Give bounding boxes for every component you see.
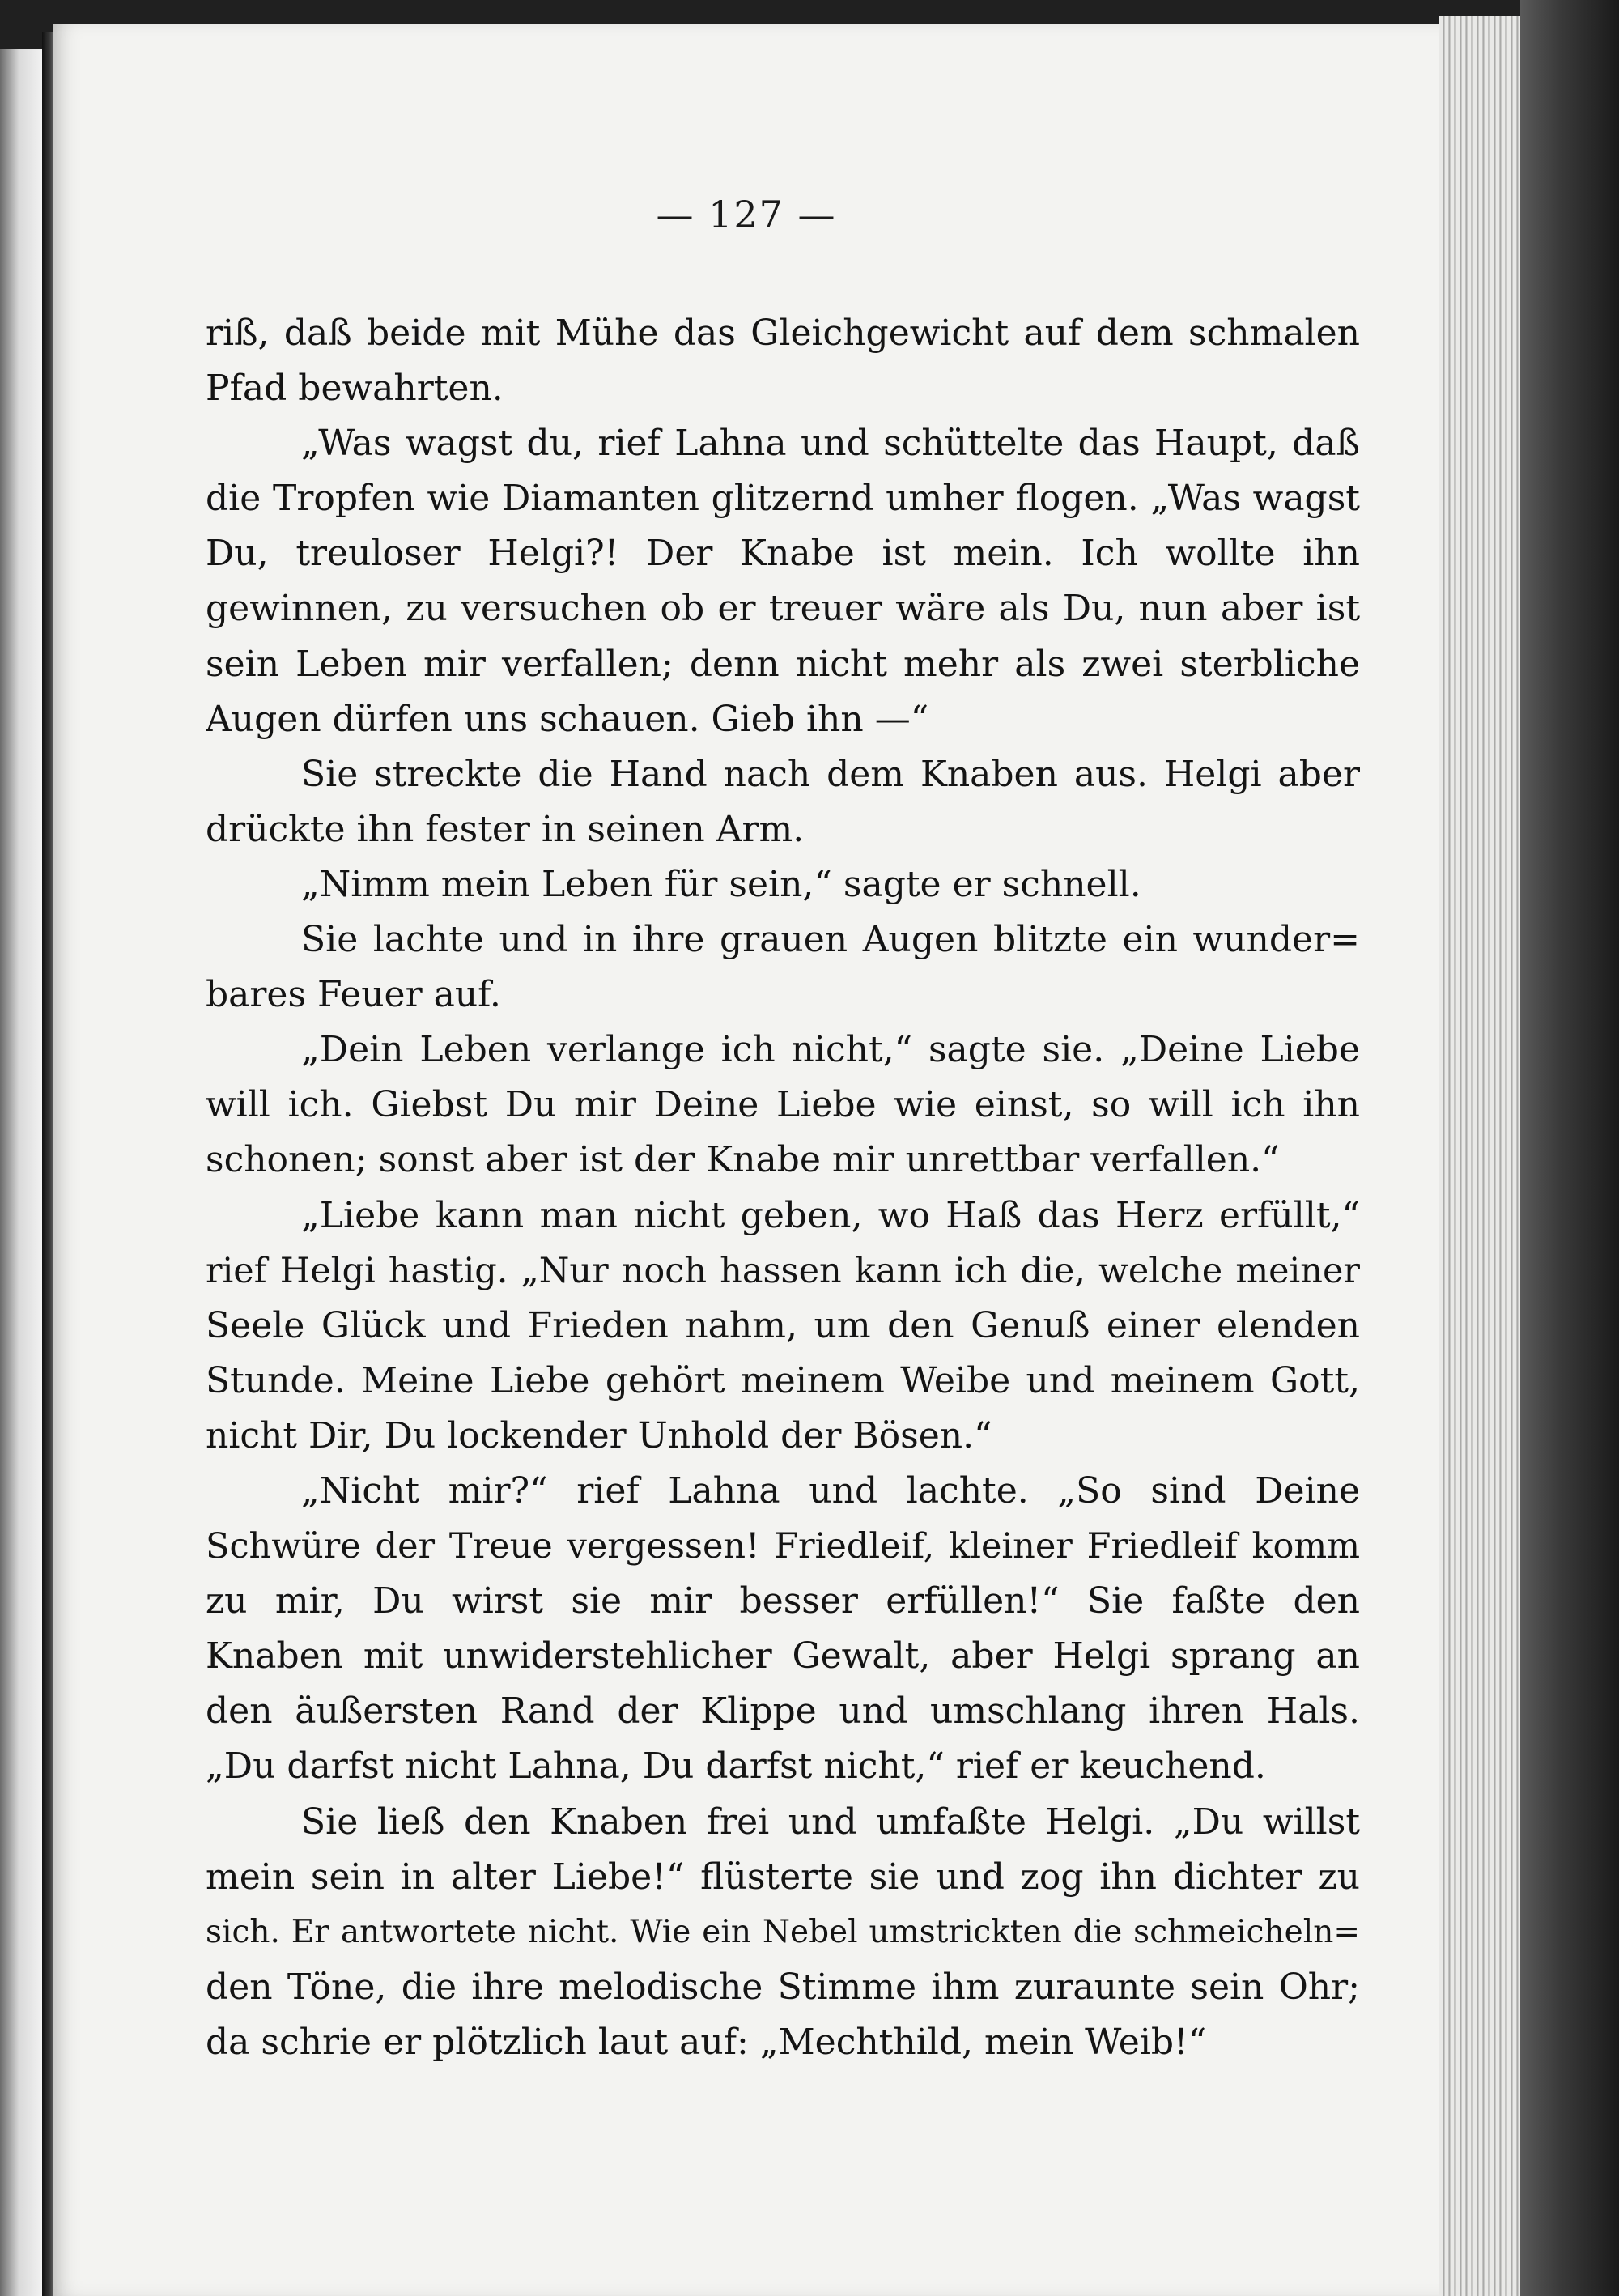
text-line: sich. Er antwortete nicht. Wie ein Nebel umstrickten die schmeicheln=: [206, 1913, 1360, 1950]
body-text: [206, 306, 1360, 2070]
text-line: da schrie er plötzlich laut auf: „Mechthild, mein Weib!“: [206, 2021, 1207, 2063]
text-line: Sie ließ den Knaben frei und umfaßte Helgi. „Du willst: [301, 1801, 1360, 1843]
text-line: den Töne, die ihre melodische Stimme ihm zuraunte sein Ohr;: [206, 1966, 1360, 2008]
text-line: „Nicht mir?“ rief Lahna und lachte. „So sind Deine: [301, 1469, 1360, 1512]
text-line: „Nimm mein Leben für sein,“ sagte er schnell.: [301, 863, 1141, 905]
text-line: gewinnen, zu versuchen ob er treuer wäre als Du, nun aber ist: [206, 588, 1360, 630]
text-line: sein Leben mir verfallen; denn nicht mehr als zwei sterbliche: [206, 643, 1360, 685]
text-line: Seele Glück und Frieden nahm, um den Genuß einer elenden: [206, 1304, 1360, 1346]
text-line: Pfad bewahrten.: [206, 368, 504, 410]
text-line: riß, daß beide mit Mühe das Gleichgewicht auf dem schmalen: [206, 313, 1360, 354]
text-line: die Tropfen wie Diamanten glitzernd umher flogen. „Was wagst: [206, 478, 1360, 520]
text-line: schonen; sonst aber ist der Knabe mir unrettbar verfallen.“: [206, 1139, 1280, 1181]
text-line: rief Helgi hastig. „Nur noch hassen kann ich die, welche meiner: [206, 1250, 1360, 1291]
text-line: bares Feuer auf.: [206, 974, 501, 1016]
text-line: Du, treuloser Helgi?! Der Knabe ist mein. Ich wollte ihn: [206, 533, 1360, 575]
text-line: zu mir, Du wirst sie mir besser erfüllen!“ Sie faßte den: [206, 1580, 1360, 1622]
text-line: Stunde. Meine Liebe gehört meinem Weibe und meinem Gott,: [206, 1359, 1360, 1401]
text-line: drückte ihn fester in seinen Arm.: [206, 808, 805, 850]
text-line: „Du darfst nicht Lahna, Du darfst nicht,“ rief er keuchend.: [206, 1745, 1266, 1788]
text-line: „Dein Leben verlange ich nicht,“ sagte sie. „Deine Liebe: [301, 1029, 1360, 1071]
text-line: Knaben mit unwiderstehlicher Gewalt, aber Helgi sprang an: [206, 1635, 1360, 1677]
text-line: Augen dürfen uns schauen. Gieb ihn —“: [206, 698, 929, 740]
text-line: nicht Dir, Du lockender Unhold der Bösen.“: [206, 1414, 992, 1456]
text-line: den äußersten Rand der Klippe und umschlang ihren Hals.: [206, 1690, 1360, 1733]
text-line: Schwüre der Treue vergessen! Friedleif, kleiner Friedleif komm: [206, 1526, 1360, 1567]
text-line: „Was wagst du, rief Lahna und schüttelte das Haupt, daß: [301, 423, 1360, 465]
page-number: — 127 —: [656, 193, 837, 236]
text-line: will ich. Giebst Du mir Deine Liebe wie einst, so will ich ihn: [206, 1084, 1360, 1126]
text-line: „Liebe kann man nicht geben, wo Haß das Herz erfüllt,“: [301, 1194, 1360, 1236]
facing-page-edge: [0, 49, 42, 2296]
text-line: Sie lachte und in ihre grauen Augen blitzte ein wunder=: [301, 919, 1360, 961]
text-line: mein sein in alter Liebe!“ flüsterte sie und zog ihn dichter zu: [206, 1856, 1360, 1898]
text-line: Sie streckte die Hand nach dem Knaben aus. Helgi aber: [301, 753, 1360, 795]
page-edges: [1439, 16, 1520, 2296]
book-cover-edge: [1520, 0, 1619, 2296]
book-page: [53, 24, 1439, 2296]
